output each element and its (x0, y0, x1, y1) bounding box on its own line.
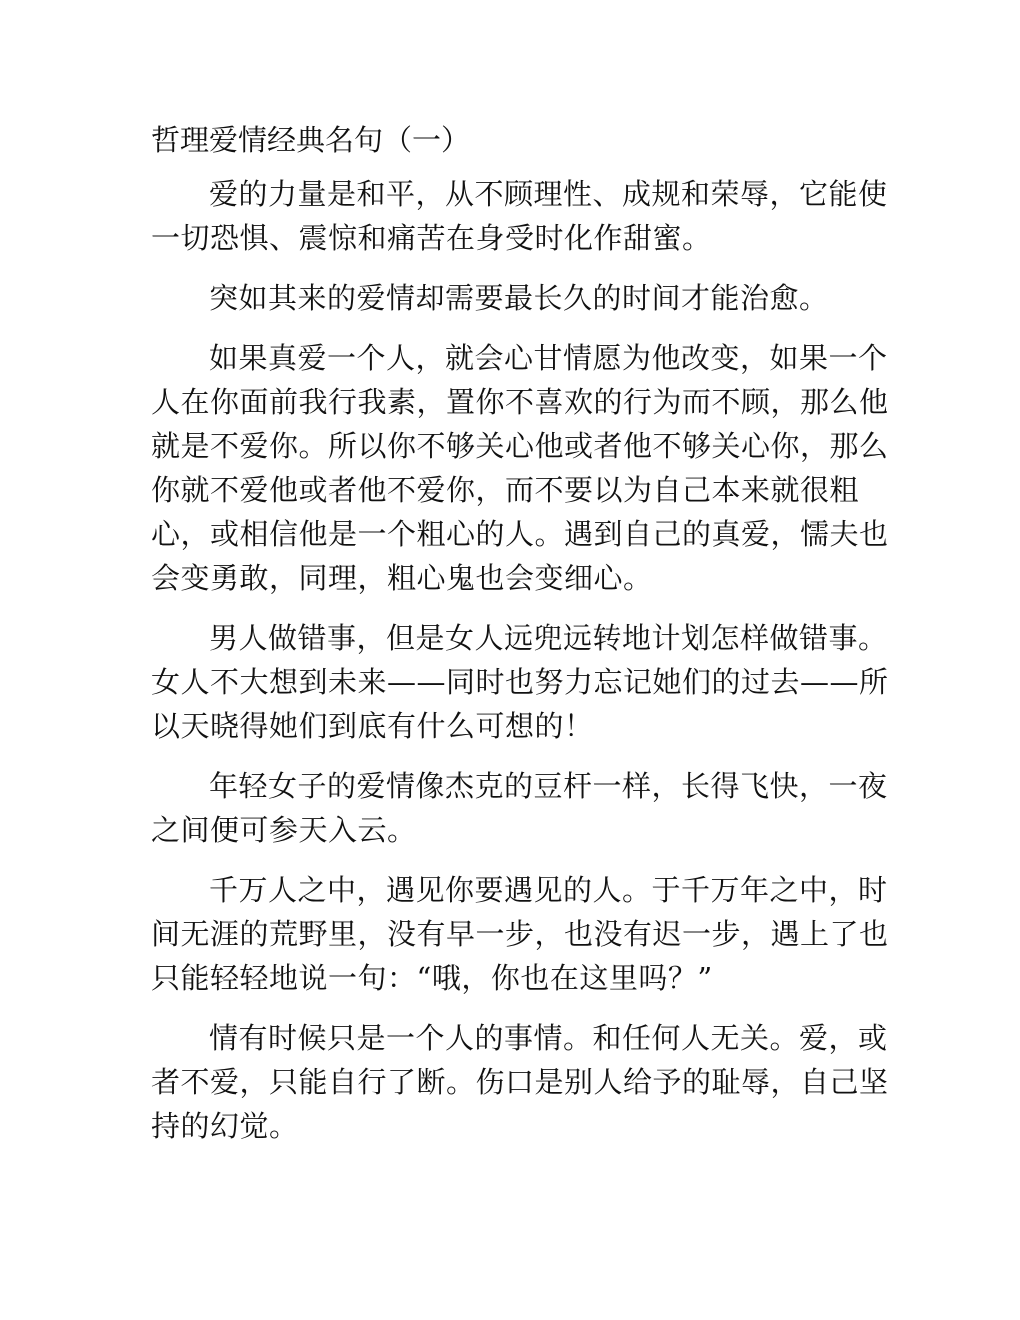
paragraph-5: 年轻女子的爱情像杰克的豆杆一样，长得飞快，一夜之间便可参天入云。 (151, 769, 888, 847)
paragraph-2: 突如其来的爱情却需要最长久的时间才能治愈。 (209, 281, 829, 315)
paragraph-3: 如果真爱一个人，就会心甘情愿为他改变，如果一个人在你面前我行我素，置你不喜欢的行为而不顾，那么他就是不爱你。所以你不够关心他或者他不够关心你，那么你就不爱他或者他不爱你，而不要以为自己本来就很粗心，或相信他是一个粗心的人。遇到自己的真爱，懦夫也会变勇敢，同理，粗心鬼也会变细心。 (151, 341, 889, 595)
document-title: 哲理爱情经典名句（一） (151, 123, 471, 157)
paragraph-7: 情有时候只是一个人的事情。和任何人无关。爱，或者不爱，只能自行了断。伤口是别人给予的耻辱，自己坚持的幻觉。 (151, 1021, 889, 1143)
paragraph-4: 男人做错事，但是女人远兜远转地计划怎样做错事。女人不大想到未来——同时也努力忘记她们的过去——所以天晓得她们到底有什么可想的！ (151, 621, 889, 743)
document-page (151, 118, 891, 1164)
paragraph-1: 爱的力量是和平，从不顾理性、成规和荣辱，它能使一切恐惧、震惊和痛苦在身受时化作甜蜜。 (151, 177, 888, 255)
paragraph-6: 千万人之中，遇见你要遇见的人。于千万年之中，时间无涯的荒野里，没有早一步，也没有迟一步，遇上了也只能轻轻地说一句：“哦，你也在这里吗？” (151, 873, 889, 995)
